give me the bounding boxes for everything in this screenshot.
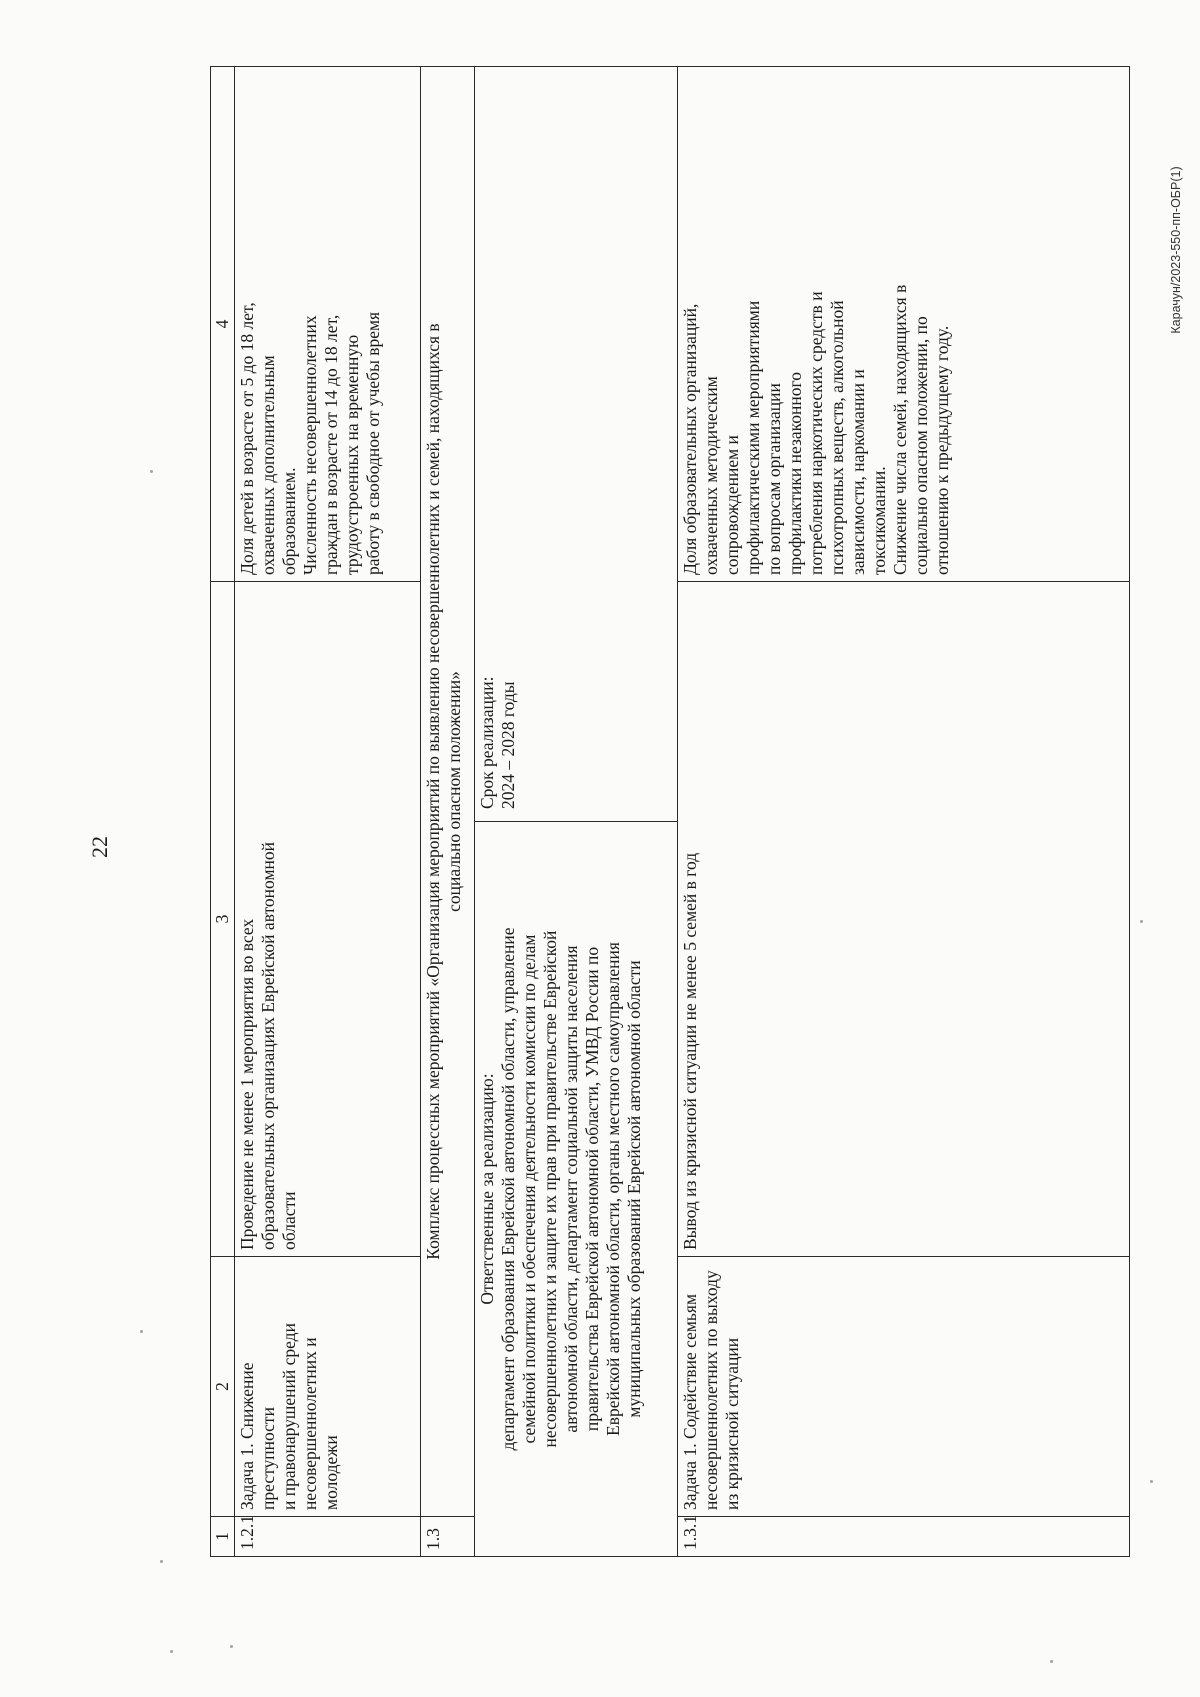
scan-speck [1050,1660,1053,1663]
expected-result-cell: Вывод из кризисной ситуации не менее 5 семей в год [678,582,1130,1257]
table-header-row [211,67,235,1557]
responsible-cell [475,822,678,1557]
scan-speck [170,1650,173,1653]
rotated-table-wrapper [210,67,1130,1557]
expected-result-cell: Проведение не менее 1 мероприятия во всех образовательных организациях Еврейской автономной области [235,582,421,1257]
document-code: Карачун/2023-550-пп-ОБР(1) [1168,166,1183,334]
section-title: Комплекс процессных мероприятий «Организация мероприятий по выявлению несовершеннолетних и семей, находящихся в социально опасном положении» [421,67,475,1517]
table-row [235,67,421,1557]
measures-table [210,66,1130,1557]
task-cell: Задача 1. Снижение преступности и правонарушений среди несовершеннолетних и молодежи [235,1257,421,1517]
term-label: Срок реализации: [477,676,497,809]
header-col-4: 4 [211,67,235,582]
task-cell: Задача 1. Содействие семьям несовершеннолетних по выходу из кризисной ситуации [678,1257,1130,1517]
table-row [678,67,1130,1557]
scan-speck [140,1330,143,1333]
section-row [421,67,475,1557]
scan-speck [230,1645,233,1648]
row-number: 1.3.1 [678,1517,1130,1557]
term-years: 2024 – 2028 годы [498,681,518,809]
indicator-cell: Доля детей в возрасте от 5 до 18 лет, охваченных дополнительным образованием. Численность несовершеннолетних граждан в возрасте от 14 до 18 лет, трудоустроенных на временную работу в свободное от учебы время [235,67,421,582]
scan-speck [1150,1480,1153,1483]
header-col-3: 3 [211,582,235,1257]
section-number: 1.3 [421,1517,475,1557]
scan-speck [150,470,153,473]
term-cell [475,67,678,822]
header-col-2: 2 [211,1257,235,1517]
indicator-cell: Доля образовательных организаций, охваченных методическим сопровождением и профилактическими мероприятиями по вопросам организации профилактики незаконного потребления наркотических средств и психотропных веществ, алкогольной зависимости, наркомании и токсикомании. Снижение числа семей, находящихся в социально опасном положении, по отношению к предыдущему году. [678,67,1130,582]
responsible-label: Ответственные за реализацию: [477,1073,497,1305]
header-col-1: 1 [211,1517,235,1557]
row-number: 1.2.1 [235,1517,421,1557]
responsible-text: департамент образования Еврейской автономной области, управление семейной политики и обеспечения деятельности комиссии по делам несовершеннолетних и защите их прав при правительстве Еврейской автономной области, департамент социальной защиты населения правительства Еврейской автономной области, УМВД России по Еврейской автономной области, органы местного самоуправления муниципальных образований Еврейской автономной области [498,927,644,1451]
page-number: 22 [87,836,112,858]
responsible-term-row [475,67,678,1557]
scan-speck [160,1560,163,1563]
scan-speck [1140,920,1143,923]
